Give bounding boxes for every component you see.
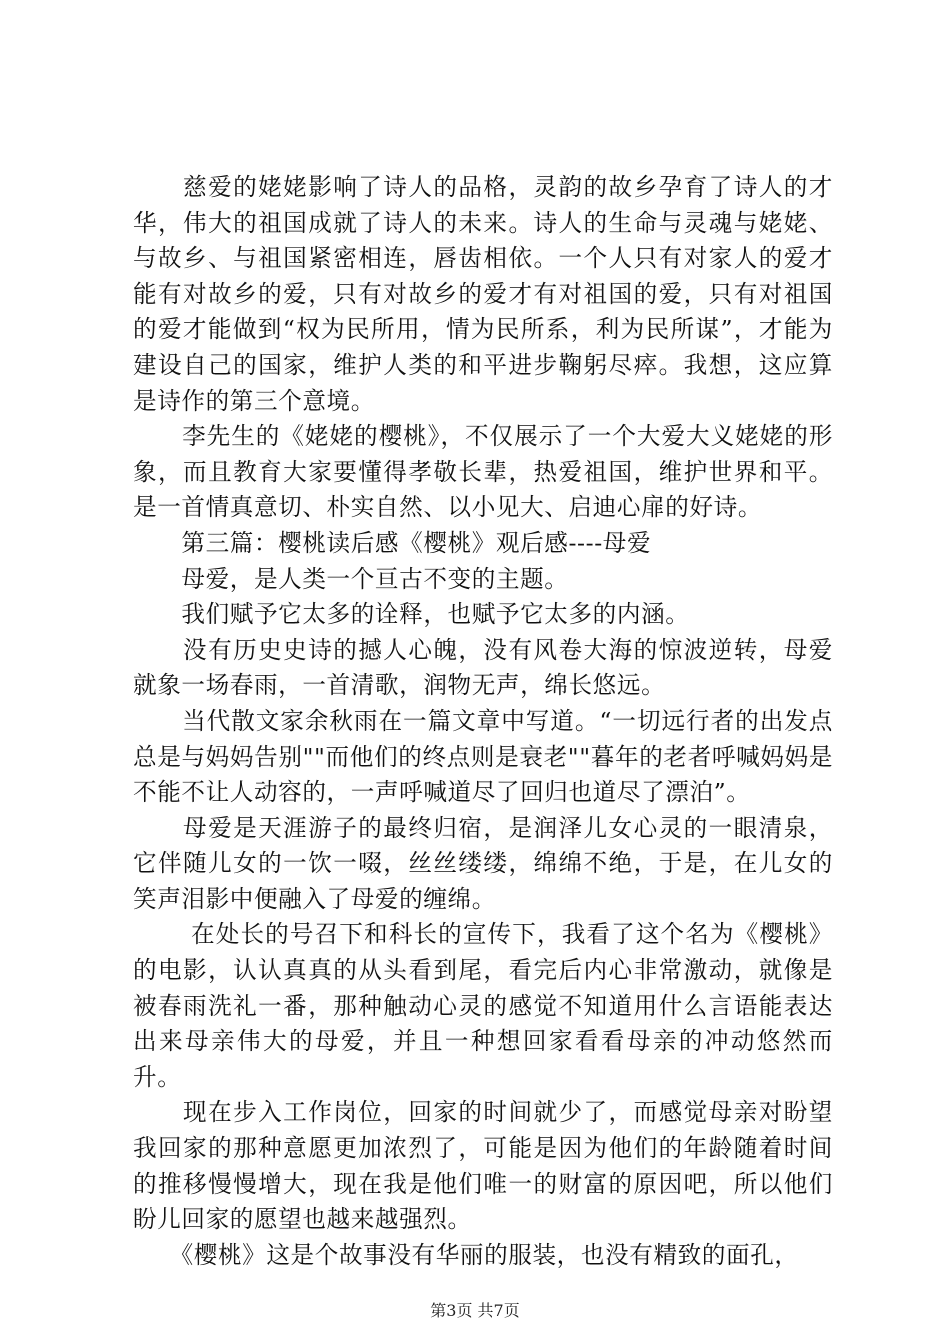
paragraph-interpretation: 我们赋予它太多的诠释，也赋予它太多的内涵。 [133, 600, 690, 629]
paragraph-work-and-home: 现在步入工作岗位，回家的时间就少了，而感觉母亲对盼望我回家的那种意愿更加浓烈了，可能是因为他们的年龄随着时间的推移慢慢增大，现在我是他们唯一的财富的原因吧，所以他们盼儿回家的愿望也越来越强烈。 [133, 1098, 833, 1234]
paragraph-final-home: 母爱是天涯游子的最终归宿，是润泽儿女心灵的一眼清泉，它伴随儿女的一饮一啜，丝丝缕缕，绵绵不绝，于是，在儿女的笑声泪影中便融入了母爱的缠绵。 [133, 813, 833, 913]
paragraph-poem-conclusion: 李先生的《姥姥的樱桃》，不仅展示了一个大爱大义姥姥的形象，而且教育大家要懂得孝敬长辈，热爱祖国，维护世界和平。是一首情真意切、朴实自然、以小见大、启迪心扉的好诗。 [133, 422, 833, 522]
paragraph-watching-film: 在处长的号召下和科长的宣传下，我看了这个名为《樱桃》的电影，认认真真的从头看到尾，看完后内心非常激动，就像是被春雨洗礼一番，那种触动心灵的感觉不知道用什么言语能表达出来母亲伟大的母爱，并且一种想回家看看母亲的冲动悠然而升。 [133, 920, 833, 1091]
paragraph-poem-third-meaning: 慈爱的姥姥影响了诗人的品格，灵韵的故乡孕育了诗人的才华，伟大的祖国成就了诗人的未来。诗人的生命与灵魂与姥姥、与故乡、与祖国紧密相连，唇齿相依。一个人只有对家人的爱才能有对故乡的爱，只有对故乡的爱才有对祖国的爱，只有对祖国的爱才能做到“权为民所用，情为民所系，利为民所谋”，才能为建设自己的国家，维护人类的和平进步鞠躬尽瘁。我想，这应算是诗作的第三个意境。 [133, 173, 833, 415]
section-heading-third-article: 第三篇：樱桃读后感《樱桃》观后感----母爱 [133, 528, 652, 557]
page-number-footer: 第3页 共7页 [430, 1301, 520, 1320]
paragraph-cherry-story: 《樱桃》这是个故事没有华丽的服装，也没有精致的面孔， [133, 1240, 799, 1269]
paragraph-spring-rain: 没有历史史诗的撼人心魄，没有风卷大海的惊波逆转，母爱就象一场春雨，一首清歌，润物无声，绵长悠远。 [133, 635, 833, 700]
paragraph-yu-qiuyu-quote: 当代散文家余秋雨在一篇文章中写道。“一切远行者的出发点总是与妈妈告别""而他们的终点则是衰老""暮年的老者呼喊妈妈是不能不让人动容的，一声呼喊道尽了回归也道尽了漂泊”。 [133, 706, 833, 807]
paragraph-mother-love-theme: 母爱，是人类一个亘古不变的主题。 [133, 564, 569, 593]
document-body [133, 170, 833, 1273]
